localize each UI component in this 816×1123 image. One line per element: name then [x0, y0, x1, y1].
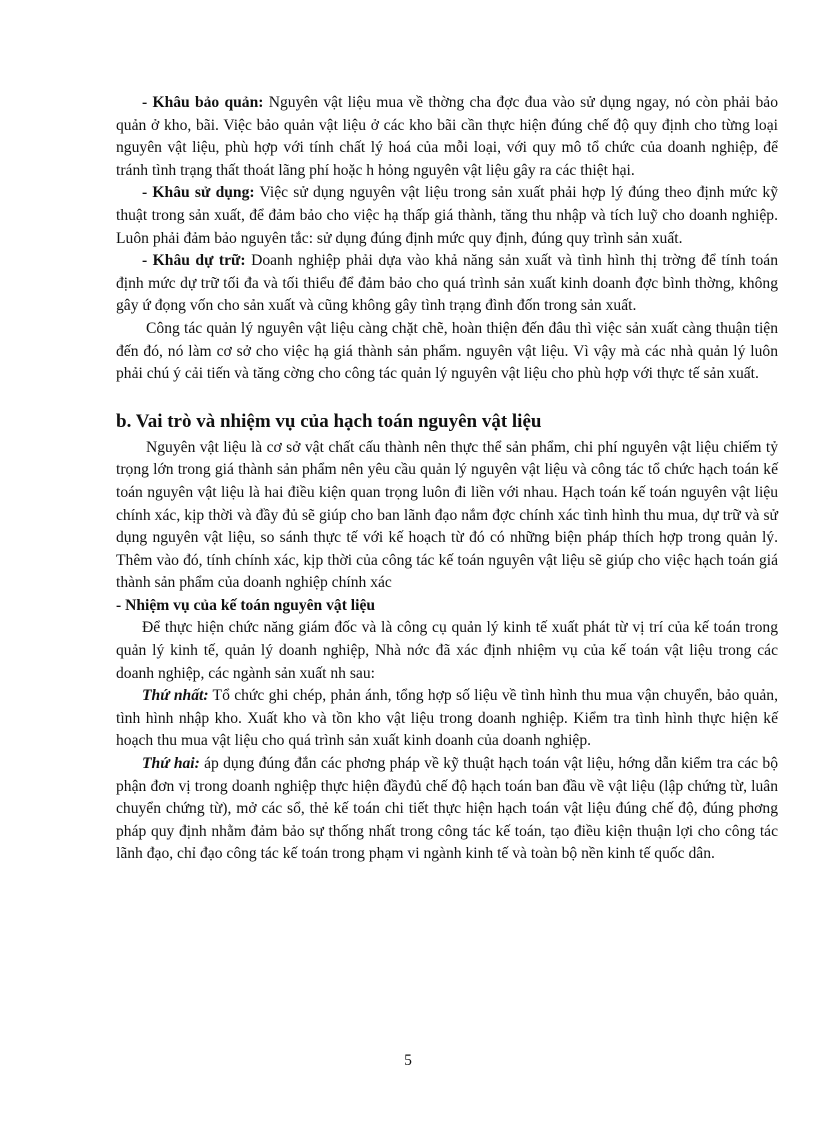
- paragraph-duties: Để thực hiện chức năng giám đốc và là công cụ quản lý kinh tế xuất phát từ vị trí của kế toán trong quản lý kinh tế, quản lý doanh nghiệp, Nhà nớc đã xác định nhiệm vụ của kế toán vật liệu trong các doanh nghiệp, các ngành sản xuất nh sau:: [116, 619, 778, 682]
- label-task-second: Thứ hai:: [142, 755, 200, 773]
- paragraph-task-second: [116, 753, 778, 866]
- label-task-first: Thứ nhất:: [142, 687, 209, 705]
- label-reserve: - Khâu dự trữ:: [142, 252, 246, 270]
- paragraph-role: Nguyên vật liệu là cơ sở vật chất cấu thành nên thực thể sản phẩm, chi phí nguyên vật liệu chiếm tỷ trọng lớn trong giá thành sản phẩm nên yêu cầu quản lý nguyên vật liệu và công tác tổ chức hạch toán kế toán nguyên vật liệu là hai điều kiện quan trọng luôn đi liền với nhau. Hạch toán kế toán nguyên vật liệu chính xác, kịp thời và đầy đủ sẽ giúp cho ban lãnh đạo nắm đợc chính xác tình hình thu mua, dự trữ và sử dụng nguyên vật liệu, so sánh thực tế với kế hoạch từ đó có những biện pháp thích hợp trong quản lý. Thêm vào đó, tính chính xác, kịp thời của công tác kế toán nguyên vật liệu sẽ giúp cho việc hạch toán giá thành sản phẩm của doanh nghiệp chính xác: [116, 438, 778, 592]
- text-storage: Nguyên vật liệu mua về thờng cha đợc đua vào sử dụng ngay, nó còn phải bảo quản ở kho, bãi. Việc bảo quản vật liệu ở các kho bãi cần thực hiện đúng chế độ quy định cho từng loại nguyên vật liệu, phù hợp với tính chất lý hoá của mỗi loại, với quy mô tổ chức của doanh nghiệp, để tránh tình trạng thất thoát lãng phí hoặc h hỏng nguyên vật liệu gây ra các thiệt hại.: [116, 94, 779, 179]
- paragraph-storage: [116, 92, 778, 182]
- label-usage: - Khâu sử dụng:: [142, 184, 255, 202]
- text-usage: Việc sử dụng nguyên vật liệu trong sản xuất phải hợp lý đúng theo định mức kỹ thuật trong sản xuất, để đảm bảo cho việc hạ thấp giá thành, tăng thu nhập và tích luỹ cho doanh nghiệp. Luôn phải đảm bảo nguyên tắc: sử dụng đúng định mức quy định, đúng quy trình sản xuất.: [116, 184, 778, 247]
- text-task-first: Tổ chức ghi chép, phản ánh, tổng hợp số liệu về tình hình thu mua vận chuyển, bảo quản, tình hình nhập kho. Xuất kho và tồn kho vật liệu trong doanh nghiệp. Kiểm tra tình hình thực hiện kế hoạch thu mua vật liệu cho quá trình sản xuất kinh doanh của doanh nghiệp.: [116, 687, 778, 750]
- page-number: 5: [404, 1052, 412, 1069]
- label-storage: - Khâu bảo quản:: [142, 94, 264, 111]
- paragraph-task-first: [116, 685, 778, 753]
- paragraph-usage: [116, 182, 778, 250]
- paragraph-reserve: [116, 250, 778, 318]
- subheading-duties: - Nhiệm vụ của kế toán nguyên vật liệu: [116, 596, 376, 614]
- paragraph-summary: Công tác quản lý nguyên vật liệu càng chặt chẽ, hoàn thiện đến đâu thì việc sản xuất càng thuận tiện đến đó, nó làm cơ sở cho việc hạ giá thành sản phẩm. nguyên vật liệu. Vì vậy mà các nhà quản lý luôn phải chú ý cải tiến và tăng cờng cho công tác quản lý nguyên vật liệu cho phù hợp với thực tế sản xuất.: [116, 319, 778, 383]
- text-reserve: Doanh nghiệp phải dựa vào khả năng sản xuất và tình hình thị trờng để tính toán định mức dự trữ tối đa và tối thiểu để đảm bảo cho quá trình sản xuất kinh doanh đợc bình thờng, không gây ứ đọng vốn cho sản xuất và cũng không gây tình trạng đình đốn trong sản xuất.: [116, 252, 779, 315]
- section-heading: b. Vai trò và nhiệm vụ của hạch toán nguyên vật liệu: [116, 410, 542, 432]
- text-task-second: áp dụng đúng đắn các phơng pháp về kỹ thuật hạch toán vật liệu, hớng dẫn kiểm tra các bộ phận đơn vị trong doanh nghiệp thực hiện đầyđủ chế độ hạch toán ban đầu về vật liệu (lập chứng từ, luân chuyển chứng từ), mở các sổ, thẻ kế toán chi tiết thực hiện hạch toán vật liệu đúng chế độ, đúng phơng pháp quy định nhằm đảm bảo sự thống nhất trong công tác kế toán, tạo điều kiện thuận lợi cho công tác lãnh đạo, chỉ đạo công tác kế toán trong phạm vi ngành kinh tế và toàn bộ nền kinh tế quốc dân.: [116, 755, 778, 863]
- document-page: [116, 92, 778, 866]
